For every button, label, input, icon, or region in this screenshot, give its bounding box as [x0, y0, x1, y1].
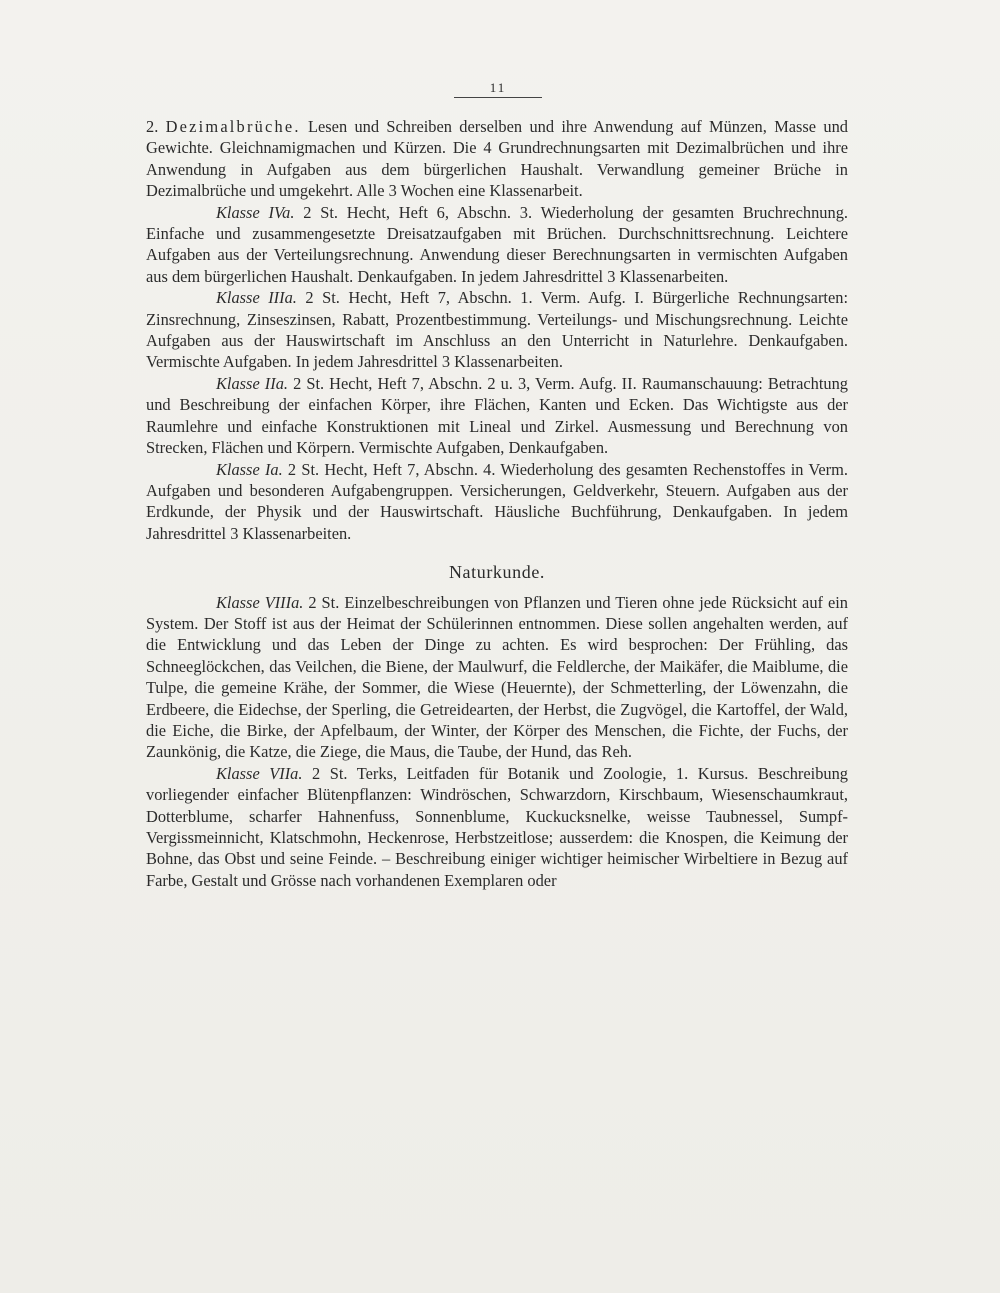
- paragraph-text: 2 St. Hecht, Heft 7, Abschn. 4. Wiederholung des gesamten Rechenstoffes in Verm. Aufgaben und besonderen Aufgabengruppen. Versicherungen, Geldverkehr, Steuern. Aufgaben aus der Erdkunde, der Physik und der Hauswirtschaft. Häusliche Buchführung, Denkaufgaben. In jedem Jahresdrittel 3 Klassenarbeiten.: [146, 459, 848, 543]
- class-label: Klasse VIIa.: [216, 763, 303, 783]
- paragraph-klasse-iia: [146, 373, 848, 459]
- paragraph-text: 2 St. Einzelbeschreibungen von Pflanzen und Tieren ohne jede Rücksicht auf ein System. Der Stoff ist aus der Heimat der Schülerinnen entnommen. Diese sollen angehalten werden, auf die Entwicklung und das Leben der Dinge zu achten. Es wird besprochen: Der Frühling, das Schneeglöckchen, das Veilchen, die Biene, der Maulwurf, die Feldlerche, der Maikäfer, die Maiblume, die Tulpe, die gemeine Krähe, der Sommer, die Wiese (Heuernte), der Schmetterling, der Löwenzahn, die Erdbeere, die Eidechse, der Sperling, die Getreidearten, der Herbst, die Zugvögel, die Kartoffel, der Wald, die Eiche, die Birke, der Apfelbaum, der Winter, der Körper des Menschen, die Fichte, der Fuchs, der Zaunkönig, die Katze, die Ziege, die Maus, die Taube, der Hund, das Reh.: [146, 592, 848, 762]
- paragraph-klasse-ia: [146, 459, 848, 545]
- class-label: Klasse VIIIa.: [216, 592, 304, 612]
- paragraph-klasse-viia: [146, 763, 848, 891]
- header-rule: [454, 97, 542, 98]
- paragraph-text: 2 St. Terks, Leitfaden für Botanik und Zoologie, 1. Kursus. Beschreibung vorliegender einfacher Blütenpflanzen: Windröschen, Schwarzdorn, Kirschbaum, Wiesenschaumkraut, Dotterblume, scharfer Hahnenfuss, Sonnenblume, Kuckucksnelke, weisse Taubnessel, Sumpf-Vergissmeinnicht, Klatschmohn, Heckenrose, Herbstzeitlose; ausserdem: die Knospen, die Keimung der Bohne, das Obst und seine Feinde. – Beschreibung einiger wichtiger heimischer Wirbeltiere in Bezug auf Farbe, Gestalt und Grösse nach vorhandenen Exemplaren oder: [146, 763, 848, 890]
- paragraph-text: Lesen und Schreiben derselben und ihre Anwendung auf Münzen, Masse und Gewichte. Gleichnamigmachen und Kürzen. Die 4 Grundrechnungsarten mit Dezimalbrüchen und ihre Anwendung in Aufgaben aus dem bürgerlichen Haushalt. Verwandlung gemeiner Brüche in Dezimalbrüche und umgekehrt. Alle 3 Wochen eine Klassenarbeit.: [146, 117, 849, 201]
- paragraph-text: 2 St. Hecht, Heft 7, Abschn. 2 u. 3, Verm. Aufg. II. Raumanschauung: Betrachtung und Beschreibung der einfachen Körper, ihre Flächen, Kanten und Ecken. Das Wichtigste aus der Raumlehre und einfache Konstruktionen mit Lineal und Zirkel. Ausmessung und Berechnung von Strecken, Flächen und Körpern. Vermischte Aufgaben, Denkaufgaben.: [146, 373, 848, 458]
- section-heading-naturkunde: Naturkunde.: [448, 562, 546, 583]
- paragraph-dezimalbrueche: [146, 116, 848, 202]
- class-label: Klasse IVa.: [216, 202, 295, 222]
- topic-title: Dezimalbrüche.: [165, 117, 301, 136]
- item-number: 2.: [146, 117, 166, 136]
- paragraph-klasse-viiia: [146, 592, 848, 763]
- class-label: Klasse IIa.: [216, 373, 288, 393]
- class-label: Klasse IIIa.: [216, 288, 297, 308]
- paragraph-klasse-iva: [146, 202, 848, 288]
- paragraph-text: 2 St. Hecht, Heft 7, Abschn. 1. Verm. Aufg. I. Bürgerliche Rechnungsarten: Zinsrechnung, Zinseszinsen, Rabatt, Prozentbestimmung. Verteilungs- und Mischungsrechnung. Leichte Aufgaben aus der Hauswirtschaft im Anschluss an den Unterricht in Naturlehre. Denkaufgaben. Vermischte Aufgaben. In jedem Jahresdrittel 3 Klassenarbeiten.: [146, 288, 848, 372]
- page-number: 11: [489, 80, 507, 95]
- paragraph-text: 2 St. Hecht, Heft 6, Abschn. 3. Wiederholung der gesamten Bruchrechnung. Einfache und zusammengesetzte Dreisatzaufgaben mit Brüchen. Durchschnittsrechnung. Leichtere Aufgaben aus der Verteilungsrechnung. Anwendung dieser Berechnungsarten in vermischten Aufgaben aus dem bürgerlichen Haushalt. Denkaufgaben. In jedem Jahresdrittel 3 Klassenarbeiten.: [146, 202, 848, 286]
- paragraph-klasse-iiia: [146, 287, 848, 373]
- class-label: Klasse Ia.: [216, 459, 283, 479]
- page-body: [146, 116, 848, 891]
